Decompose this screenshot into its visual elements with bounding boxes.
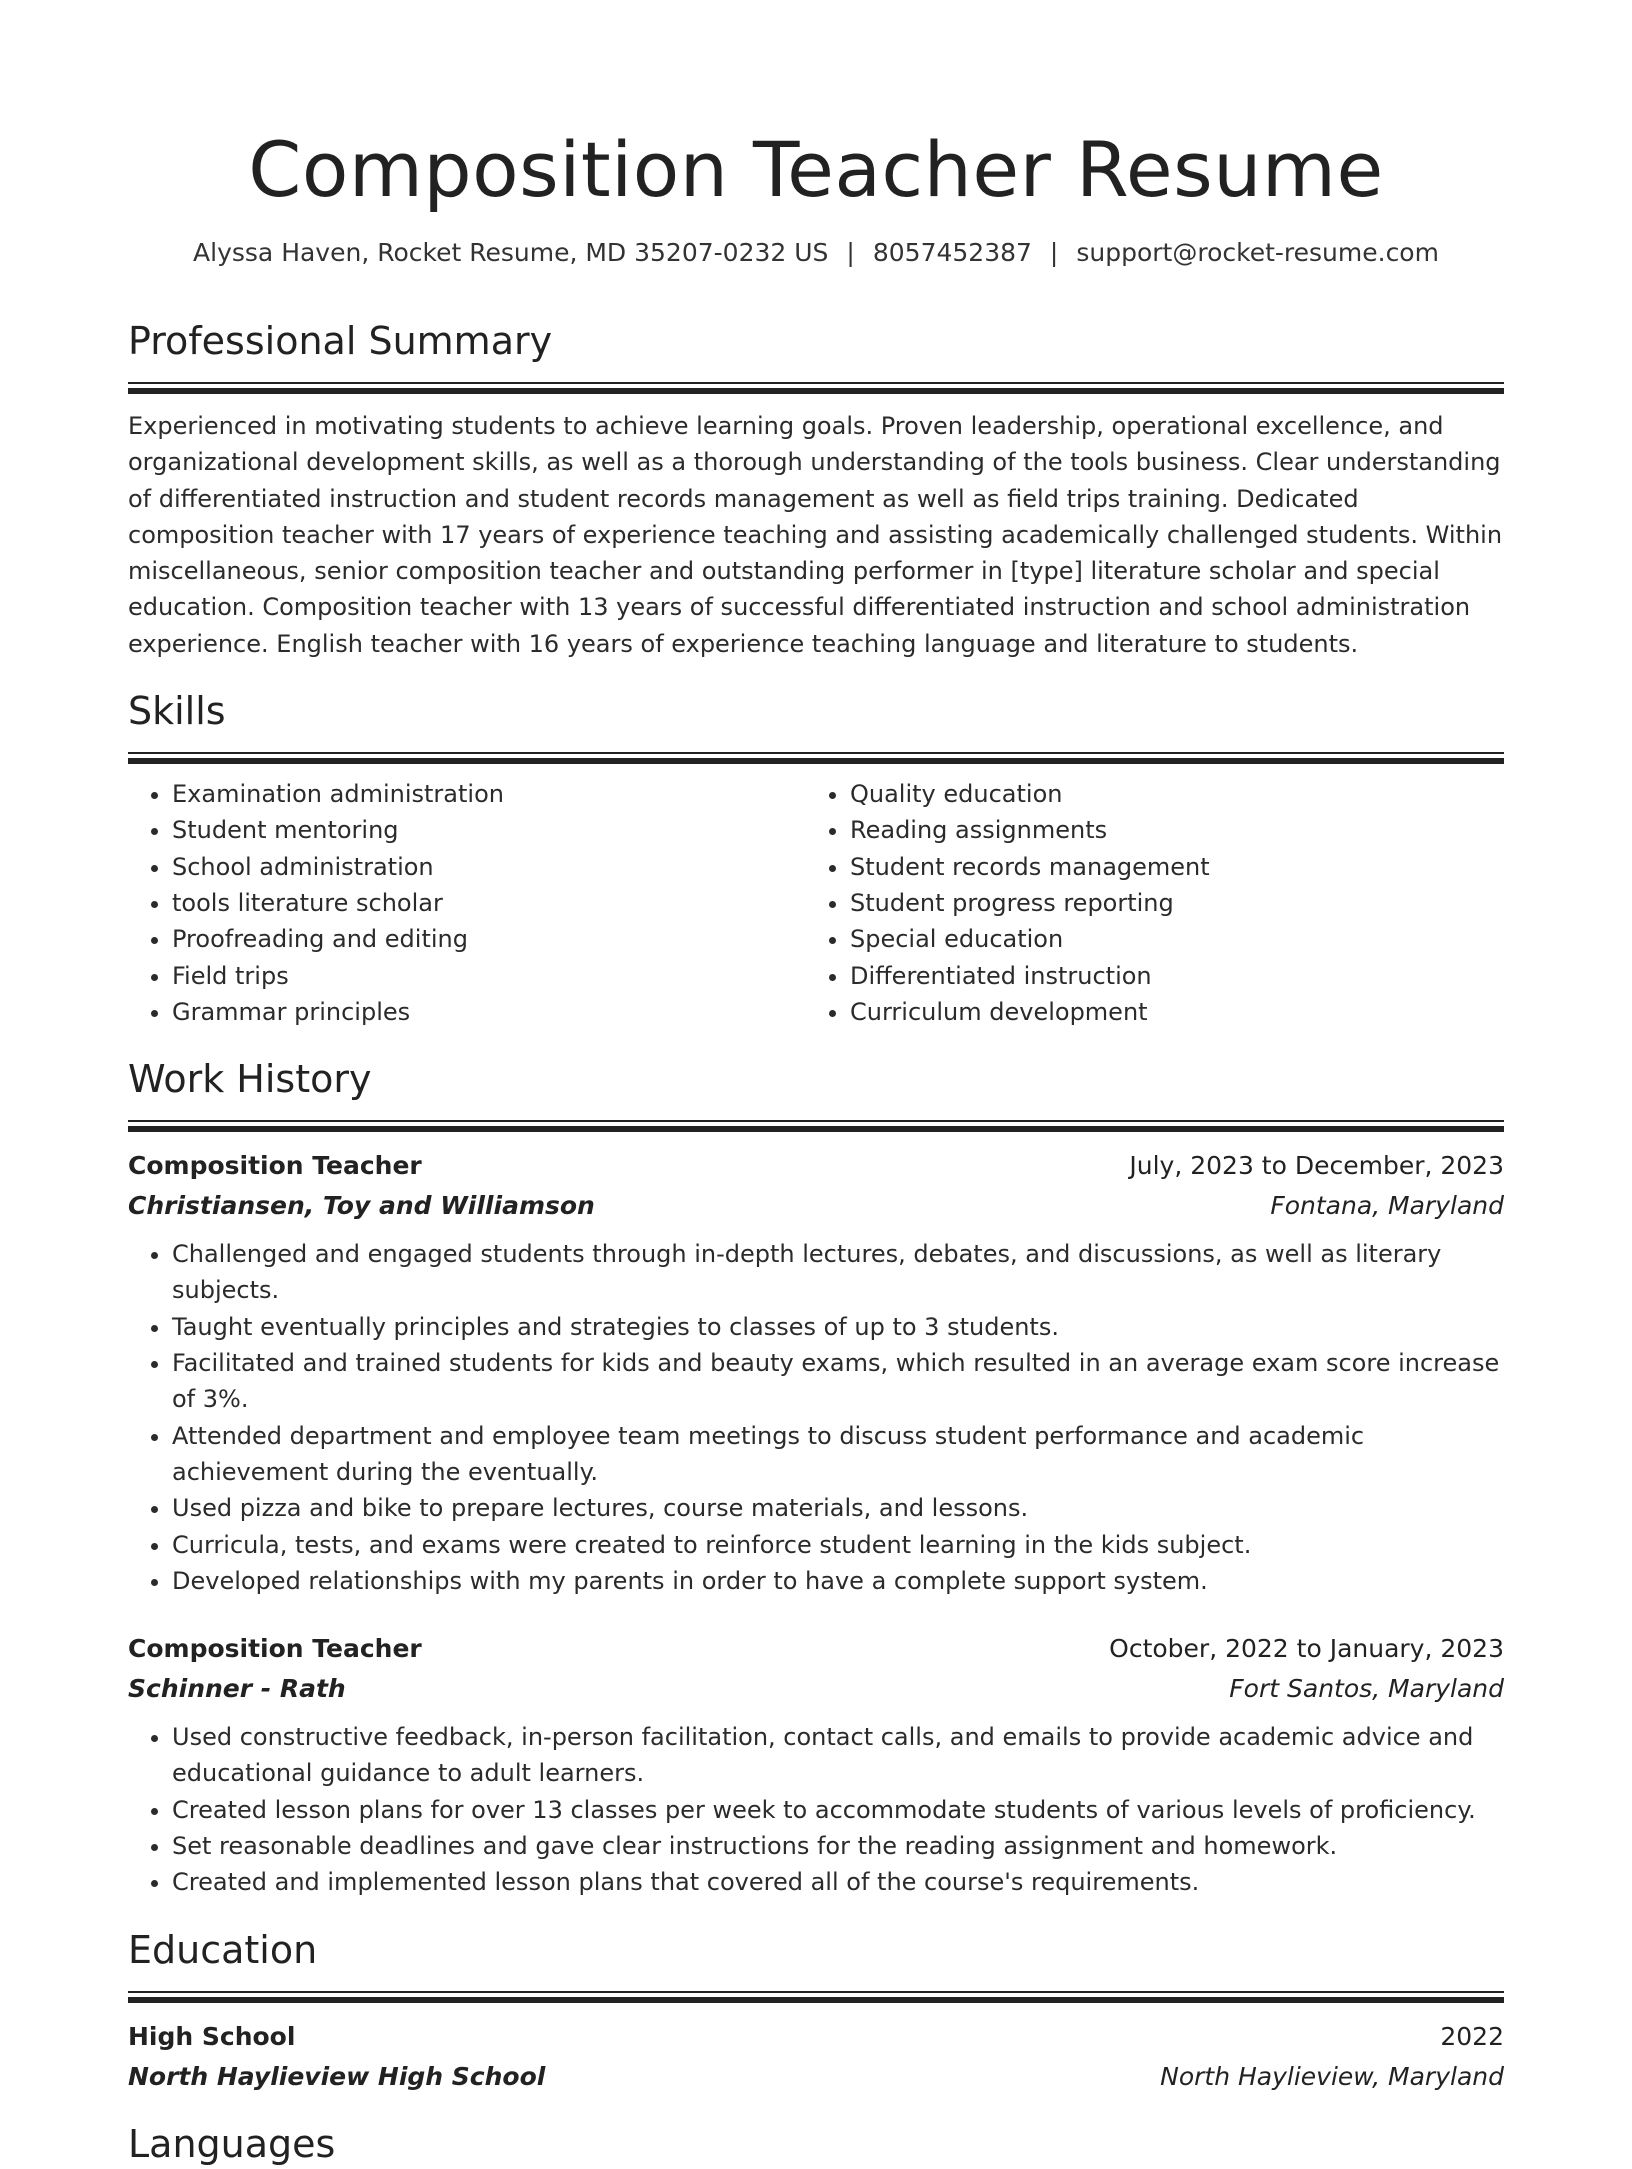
job-entry [128, 1629, 1504, 1900]
languages-section [128, 2119, 1504, 2169]
skill-item: • Student records management [850, 849, 1484, 885]
job-bullet: • Used pizza and bike to prepare lectures, course materials, and lessons. [172, 1490, 1504, 1526]
education-location: North Haylieview, Maryland [1160, 2061, 1504, 2091]
job-bullet: • Facilitated and trained students for kids and beauty exams, which resulted in an average exam score increase of 3%. [172, 1345, 1504, 1418]
education-school: North Haylieview High School [128, 2061, 546, 2091]
job-entry [128, 1146, 1504, 1599]
skill-item: • School administration [172, 849, 806, 885]
skill-item: • Field trips [172, 958, 806, 994]
job-bullet: • Taught eventually principles and strategies to classes of up to 3 students. [172, 1309, 1504, 1345]
skill-item: • Quality education [850, 776, 1484, 812]
skills-right-list [806, 776, 1484, 1030]
education-section [128, 1925, 1504, 2097]
education-degree: High School [128, 2021, 296, 2051]
skill-item: • Proofreading and editing [172, 921, 806, 957]
work-heading: Work History [128, 1057, 372, 1102]
contact-email: support@rocket-resume.com [1076, 238, 1439, 267]
skills-columns [128, 776, 1504, 1030]
job-bullet: • Developed relationships with my parents in order to have a complete support system. [172, 1563, 1504, 1599]
skill-item: • Reading assignments [850, 812, 1484, 848]
education-year: 2022 [1440, 2021, 1504, 2051]
education-heading: Education [128, 1927, 318, 1972]
summary-section [128, 316, 1504, 662]
job-bullet: • Set reasonable deadlines and gave clear instructions for the reading assignment and homework. [172, 1828, 1504, 1864]
contact-line [128, 236, 1504, 270]
work-section [128, 1054, 1504, 1900]
skills-heading: Skills [128, 689, 226, 734]
skill-item: • tools literature scholar [172, 885, 806, 921]
skill-item: • Grammar principles [172, 994, 806, 1030]
job-dates: July, 2023 to December, 2023 [1129, 1151, 1504, 1181]
section-divider [128, 752, 1504, 764]
job-employer: Christiansen, Toy and Williamson [128, 1191, 595, 1221]
contact-phone: 8057452387 [872, 238, 1032, 267]
job-bullets [128, 1236, 1504, 1599]
job-bullet: • Curricula, tests, and exams were created to reinforce student learning in the kids subject. [172, 1527, 1504, 1563]
skill-item: • Student mentoring [172, 812, 806, 848]
section-divider [128, 1120, 1504, 1132]
summary-heading: Professional Summary [128, 319, 553, 363]
job-bullet: • Created lesson plans for over 13 classes per week to accommodate students of various levels of proficiency. [172, 1792, 1504, 1828]
skill-item: • Curriculum development [850, 994, 1484, 1030]
education-entry [128, 2017, 1504, 2097]
job-location: Fontana, Maryland [1270, 1191, 1504, 1221]
job-bullet: • Challenged and engaged students through in-depth lectures, debates, and discussions, as well as literary subjects. [172, 1236, 1504, 1309]
resume-title: Composition Teacher Resume [248, 125, 1384, 214]
skill-item: • Special education [850, 921, 1484, 957]
job-bullets [128, 1719, 1504, 1900]
job-bullet: • Created and implemented lesson plans that covered all of the course's requirements. [172, 1864, 1504, 1900]
summary-text: Experienced in motivating students to achieve learning goals. Proven leadership, operational excellence, and organizational development skills, as well as a thorough understanding of the tools business. Clear understanding of differentiated instruction and student records management as well as field trips training. Dedicated composition teacher with 17 years of experience teaching and assisting academically challenged students. Within miscellaneous, senior composition teacher and outstanding performer in [type] literature scholar and special education. Composition teacher with 13 years of successful differentiated instruction and school administration experience. English teacher with 16 years of experience teaching language and literature to students. [128, 412, 1503, 658]
job-location: Fort Santos, Maryland [1229, 1674, 1504, 1704]
job-title: Composition Teacher [128, 1634, 422, 1664]
section-divider [128, 1991, 1504, 2003]
contact-separator: | [1049, 238, 1059, 267]
resume-page [128, 0, 1504, 2169]
languages-heading: Languages [128, 2121, 336, 2166]
skill-item: • Examination administration [172, 776, 806, 812]
job-employer: Schinner - Rath [128, 1674, 346, 1704]
contact-address: Alyssa Haven, Rocket Resume, MD 35207-0232 US [193, 238, 829, 267]
job-dates: October, 2022 to January, 2023 [1109, 1634, 1504, 1664]
skill-item: • Differentiated instruction [850, 958, 1484, 994]
section-divider [128, 382, 1504, 394]
job-bullet: • Attended department and employee team meetings to discuss student performance and academic achievement during the eventually. [172, 1418, 1504, 1491]
job-bullet: • Used constructive feedback, in-person facilitation, contact calls, and emails to provide academic advice and educational guidance to adult learners. [172, 1719, 1504, 1792]
contact-separator: | [846, 238, 855, 267]
skills-section [128, 686, 1504, 1030]
skill-item: • Student progress reporting [850, 885, 1484, 921]
job-title: Composition Teacher [128, 1151, 422, 1181]
skills-left-list [128, 776, 806, 1030]
